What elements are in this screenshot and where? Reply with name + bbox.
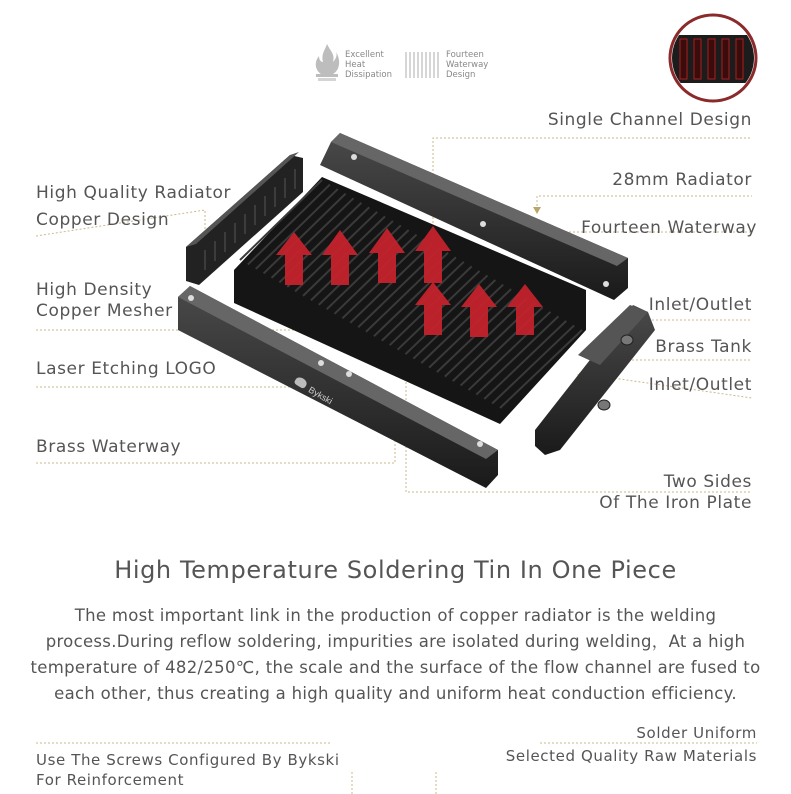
callout-two-sides-line-2: Of The Iron Plate: [599, 493, 752, 513]
callout-28mm-radiator: 28mm Radiator: [612, 170, 752, 190]
callout-solder-uniform: Solder Uniform: [636, 724, 757, 742]
callout-single-channel: Single Channel Design: [547, 110, 752, 130]
callout-quality-materials: Selected Quality Raw Materials: [505, 747, 757, 765]
callout-quality-line-2: Copper Design: [36, 210, 170, 230]
callout-inlet-outlet-1: Inlet/Outlet: [648, 295, 752, 315]
callout-brass-tank: Brass Tank: [655, 337, 752, 357]
logo-text: Bykski: [306, 384, 335, 407]
logo-mark-icon: [293, 376, 308, 390]
callout-fourteen-waterway: Fourteen Waterway: [581, 218, 757, 238]
callout-quality-line-1: High Quality Radiator: [36, 183, 232, 203]
section-title: High Temperature Soldering Tin In One Piece: [114, 556, 677, 584]
callout-two-sides-line-1: Two Sides: [663, 472, 752, 492]
callout-screws-line-1: Use The Screws Configured By Bykski: [36, 751, 340, 769]
callout-inlet-outlet-2: Inlet/Outlet: [648, 375, 752, 395]
badge-heat-line-2: Heat: [345, 60, 366, 70]
callout-screws-line-2: For Reinforcement: [36, 771, 185, 789]
callout-brass-waterway: Brass Waterway: [36, 437, 182, 457]
callout-density-line-1: High Density: [36, 280, 153, 300]
callout-density-line-2: Copper Mesher: [36, 301, 173, 321]
badge-heat-line-1: Excellent: [345, 50, 384, 60]
badge-heat-line-3: Dissipation: [345, 70, 393, 80]
callout-laser-logo: Laser Etching LOGO: [36, 359, 217, 379]
badge-waterway-line-2: Waterway: [446, 60, 489, 70]
badge-waterway-line-3: Design: [446, 70, 476, 80]
section-paragraph: The most important link in the production of copper radiator is the welding process.During reflow soldering, impurities are isolated during welding，At a high temperature of 482/250℃, the scale and the surface of the flow channel are fused to each other, thus creating a high quality and uniform heat conduction efficiency.: [30, 606, 761, 703]
badge-waterway-line-1: Fourteen: [446, 50, 484, 60]
